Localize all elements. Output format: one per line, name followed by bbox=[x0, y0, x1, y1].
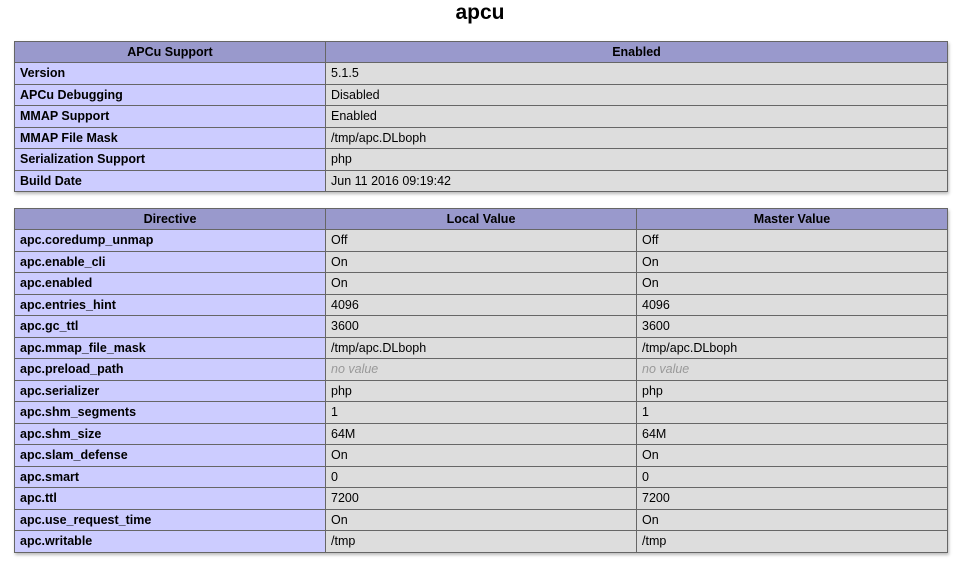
directive-row bbox=[15, 273, 948, 295]
directive-row bbox=[15, 337, 948, 359]
directive-local-value: 4096 bbox=[326, 294, 637, 316]
support-row bbox=[15, 106, 948, 128]
directive-master-value: On bbox=[637, 509, 948, 531]
directive-name: apc.smart bbox=[15, 466, 326, 488]
directive-name: apc.enabled bbox=[15, 273, 326, 295]
directive-local-value: 64M bbox=[326, 423, 637, 445]
directive-local-value: On bbox=[326, 273, 637, 295]
support-value: Enabled bbox=[326, 106, 948, 128]
directive-local-value: php bbox=[326, 380, 637, 402]
directive-name: apc.coredump_unmap bbox=[15, 230, 326, 252]
support-header-status: Enabled bbox=[326, 42, 948, 63]
directive-row bbox=[15, 488, 948, 510]
support-value: Disabled bbox=[326, 84, 948, 106]
directive-name: apc.serializer bbox=[15, 380, 326, 402]
directive-master-value: On bbox=[637, 251, 948, 273]
directive-local-value bbox=[326, 359, 637, 381]
directive-header-name: Directive bbox=[15, 209, 326, 230]
support-label: Version bbox=[15, 63, 326, 85]
directive-master-value: 1 bbox=[637, 402, 948, 424]
support-row bbox=[15, 84, 948, 106]
directive-name: apc.ttl bbox=[15, 488, 326, 510]
directive-row bbox=[15, 445, 948, 467]
directive-master-value: /tmp bbox=[637, 531, 948, 553]
directive-row bbox=[15, 509, 948, 531]
directive-row bbox=[15, 380, 948, 402]
directive-table bbox=[14, 208, 948, 553]
directive-local-value: On bbox=[326, 509, 637, 531]
directive-local-value: 7200 bbox=[326, 488, 637, 510]
support-row bbox=[15, 149, 948, 171]
directive-name: apc.gc_ttl bbox=[15, 316, 326, 338]
directive-row bbox=[15, 251, 948, 273]
directive-name: apc.use_request_time bbox=[15, 509, 326, 531]
directive-local-value: /tmp bbox=[326, 531, 637, 553]
directive-row bbox=[15, 230, 948, 252]
support-header-feature: APCu Support bbox=[15, 42, 326, 63]
directive-row bbox=[15, 359, 948, 381]
directive-master-value-no-value: no value bbox=[642, 362, 690, 377]
directive-master-value: 64M bbox=[637, 423, 948, 445]
directive-local-value-no-value: no value bbox=[331, 362, 379, 377]
directive-header-row bbox=[15, 209, 948, 230]
directive-name: apc.mmap_file_mask bbox=[15, 337, 326, 359]
directive-master-value: 7200 bbox=[637, 488, 948, 510]
support-row bbox=[15, 127, 948, 149]
directive-header-master: Master Value bbox=[637, 209, 948, 230]
directive-name: apc.enable_cli bbox=[15, 251, 326, 273]
directive-master-value: 3600 bbox=[637, 316, 948, 338]
support-value: Jun 11 2016 09:19:42 bbox=[326, 170, 948, 192]
directive-master-value: On bbox=[637, 445, 948, 467]
page-title: apcu bbox=[455, 1, 505, 24]
support-label: MMAP File Mask bbox=[15, 127, 326, 149]
directive-master-value: On bbox=[637, 273, 948, 295]
support-label: Serialization Support bbox=[15, 149, 326, 171]
directive-row bbox=[15, 423, 948, 445]
support-row bbox=[15, 63, 948, 85]
directive-row bbox=[15, 531, 948, 553]
apcu-support-table bbox=[14, 41, 948, 192]
support-value: /tmp/apc.DLboph bbox=[326, 127, 948, 149]
support-label: Build Date bbox=[15, 170, 326, 192]
directive-master-value: /tmp/apc.DLboph bbox=[637, 337, 948, 359]
directive-name: apc.shm_size bbox=[15, 423, 326, 445]
directive-name: apc.writable bbox=[15, 531, 326, 553]
directive-local-value: On bbox=[326, 251, 637, 273]
support-label: APCu Debugging bbox=[15, 84, 326, 106]
directive-name: apc.entries_hint bbox=[15, 294, 326, 316]
directive-master-value: php bbox=[637, 380, 948, 402]
support-value: 5.1.5 bbox=[326, 63, 948, 85]
directive-row bbox=[15, 294, 948, 316]
directive-name: apc.slam_defense bbox=[15, 445, 326, 467]
directive-row bbox=[15, 402, 948, 424]
directive-local-value: /tmp/apc.DLboph bbox=[326, 337, 637, 359]
directive-local-value: 3600 bbox=[326, 316, 637, 338]
directive-name: apc.shm_segments bbox=[15, 402, 326, 424]
support-value: php bbox=[326, 149, 948, 171]
directive-row bbox=[15, 466, 948, 488]
directive-master-value: Off bbox=[637, 230, 948, 252]
directive-master-value: 4096 bbox=[637, 294, 948, 316]
directive-local-value: Off bbox=[326, 230, 637, 252]
support-header-row bbox=[15, 42, 948, 63]
directive-local-value: 0 bbox=[326, 466, 637, 488]
directive-master-value: 0 bbox=[637, 466, 948, 488]
support-row bbox=[15, 170, 948, 192]
directive-local-value: 1 bbox=[326, 402, 637, 424]
directive-header-local: Local Value bbox=[326, 209, 637, 230]
directive-name: apc.preload_path bbox=[15, 359, 326, 381]
support-label: MMAP Support bbox=[15, 106, 326, 128]
directive-row bbox=[15, 316, 948, 338]
directive-master-value bbox=[637, 359, 948, 381]
directive-local-value: On bbox=[326, 445, 637, 467]
